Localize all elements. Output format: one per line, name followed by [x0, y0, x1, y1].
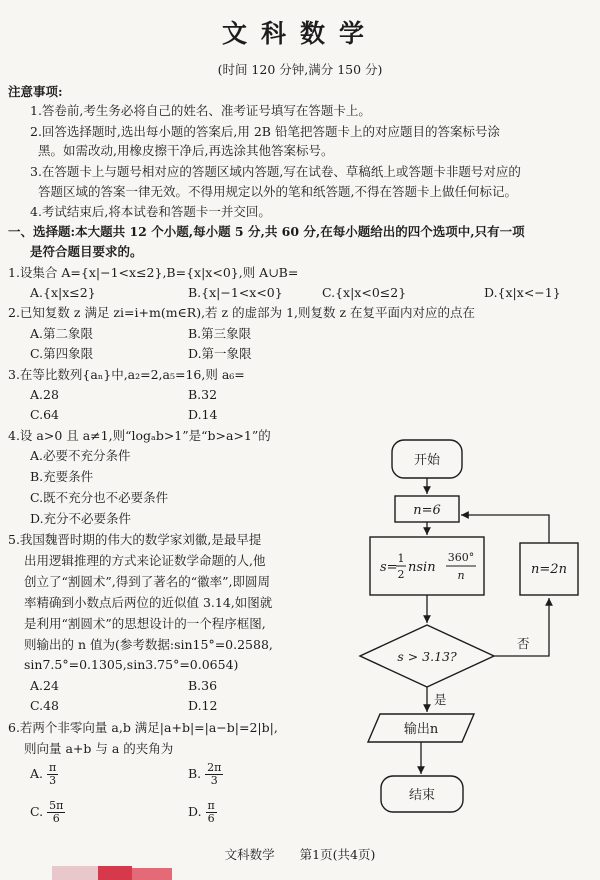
question-6-option-d: D. $\frac{\pi}{6}$ — [188, 799, 215, 825]
fraction: $\frac{\pi}{3}$ — [49, 761, 57, 787]
question-6-option-c: C. $\frac{5\pi}{6}$ — [30, 799, 64, 825]
question-2-option-b: B.第三象限 — [188, 326, 252, 341]
section-heading-cont: 是符合题目要求的。 — [30, 244, 143, 259]
question-6-stem: 6.若两个非零向量 a,b 满足|a+b|=|a−b|=2|b|, — [8, 720, 278, 735]
flowchart-yes-label: 是 — [434, 692, 447, 707]
question-6-option-a: A. $\frac{\pi}{3}$ — [30, 761, 57, 787]
question-5-line: 率精确到小数点后两位的近似值 3.14,如图就 — [24, 595, 273, 610]
question-2-option-c: C.第四象限 — [30, 346, 94, 361]
question-5-option-b: B.36 — [188, 678, 218, 693]
fraction: $\frac{2\pi}{3}$ — [207, 761, 222, 787]
question-3-option-c: C.64 — [30, 407, 59, 422]
question-5-option-c: C.48 — [30, 698, 59, 713]
question-3-stem: 3.在等比数列{aₙ}中,a₂=2,a₅=16,则 a₆= — [8, 367, 245, 382]
notice-line: 2.回答选择题时,选出每小题的答案后,用 2B 铅笔把答题卡上的对应题目的答案标号涂 — [30, 124, 500, 139]
flowchart-formula-angle-num: 360° — [447, 551, 475, 564]
flowchart-start-label: 开始 — [413, 453, 441, 468]
flowchart-formula-half-den: 2 — [397, 568, 405, 581]
question-2-option-d: D.第一象限 — [188, 346, 252, 361]
scan-smudge — [132, 868, 172, 880]
question-3-option-a: A.28 — [30, 387, 59, 402]
page-footer: 文科数学 第1页(共4页) — [224, 847, 376, 862]
flowchart-end-label: 结束 — [408, 788, 436, 803]
section-heading: 一、选择题:本大题共 12 个小题,每小题 5 分,共 60 分,在每小题给出的四个选项中,只有一项 — [8, 224, 525, 239]
question-4-stem: 4.设 a>0 且 a≠1,则“logₐb>1”是“b>a>1”的 — [8, 428, 271, 443]
scan-smudge — [98, 866, 132, 880]
question-1-option-a: A.{x|x≤2} — [30, 285, 96, 300]
question-1-option-d: D.{x|x<−1} — [484, 285, 561, 300]
flowchart-init-label: n=6 — [413, 503, 441, 518]
scan-smudge — [52, 866, 104, 880]
flowchart-no-label: 否 — [517, 636, 530, 651]
question-4-option-b: B.充要条件 — [30, 469, 94, 484]
flowchart-formula-angle-den: n — [457, 569, 465, 582]
question-5-option-d: D.12 — [188, 698, 218, 713]
question-5-line: 出用逻辑推理的方式来论证数学命题的人,他 — [24, 553, 266, 568]
flowchart-formula-mid: nsin — [408, 560, 436, 575]
question-1-option-c: C.{x|x<0≤2} — [322, 285, 407, 300]
question-3-option-b: B.32 — [188, 387, 218, 402]
notice-line: 4.考试结束后,将本试卷和答题卡一并交回。 — [30, 204, 271, 219]
notice-line: 1.答卷前,考生务必将自己的姓名、准考证号填写在答题卡上。 — [30, 103, 371, 118]
question-5-line: 是利用“割圆术”的思想设计的一个程序框图, — [24, 616, 266, 631]
question-6-stem-cont: 则向量 a+b 与 a 的夹角为 — [24, 741, 174, 756]
question-5-line: sin7.5°=0.1305,sin3.75°=0.0654) — [24, 657, 239, 672]
notice-line: 答题区域的答案一律无效。不得用规定以外的笔和纸答题,不得在答题卡上做任何标记。 — [38, 184, 517, 199]
page-subtitle: (时间 120 分钟,满分 150 分) — [217, 62, 383, 77]
flowchart-update-label: n=2n — [531, 562, 567, 577]
notice-line: 黑。如需改动,用橡皮擦干净后,再选涂其他答案标号。 — [38, 143, 334, 158]
question-4-option-a: A.必要不充分条件 — [30, 448, 131, 463]
question-5-line: 5.我国魏晋时期的伟大的数学家刘徽,是最早提 — [8, 532, 262, 547]
question-4-option-d: D.充分不必要条件 — [30, 511, 132, 526]
question-2-stem: 2.已知复数 z 满足 zi=i+m(m∈R),若 z 的虚部为 1,则复数 z 在复平面内对应的点在 — [8, 305, 476, 320]
question-1-option-b: B.{x|−1<x<0} — [188, 285, 283, 300]
question-5-line: 则输出的 n 值为(参考数据:sin15°=0.2588, — [24, 637, 273, 652]
question-5-line: 创立了“割圆术”,得到了著名的“徽率”,即圆周 — [24, 574, 271, 589]
question-1-stem: 1.设集合 A={x|−1<x≤2},B={x|x<0},则 A∪B= — [8, 265, 299, 280]
notice-heading: 注意事项: — [8, 84, 63, 99]
fraction: $\frac{\pi}{6}$ — [207, 799, 215, 825]
question-3-option-d: D.14 — [188, 407, 218, 422]
page-title: 文科数学 — [221, 19, 378, 48]
question-2-option-a: A.第二象限 — [30, 326, 94, 341]
fraction: $\frac{5\pi}{6}$ — [49, 799, 64, 825]
notice-line: 3.在答题卡上与题号相对应的答题区域内答题,写在试卷、草稿纸上或答题卡非题号对应的 — [30, 164, 521, 179]
flowchart-formula-half-num: 1 — [397, 552, 405, 565]
question-4-option-c: C.既不充分也不必要条件 — [30, 490, 169, 505]
flowchart-formula-left: s= — [380, 560, 398, 575]
flowchart-decision-label: s > 3.13? — [397, 649, 457, 664]
question-5-option-a: A.24 — [30, 678, 59, 693]
flowchart-loop-back — [461, 515, 549, 543]
flowchart-output-label: 输出n — [403, 722, 439, 737]
question-6-option-b: B. $\frac{2\pi}{3}$ — [188, 761, 222, 787]
